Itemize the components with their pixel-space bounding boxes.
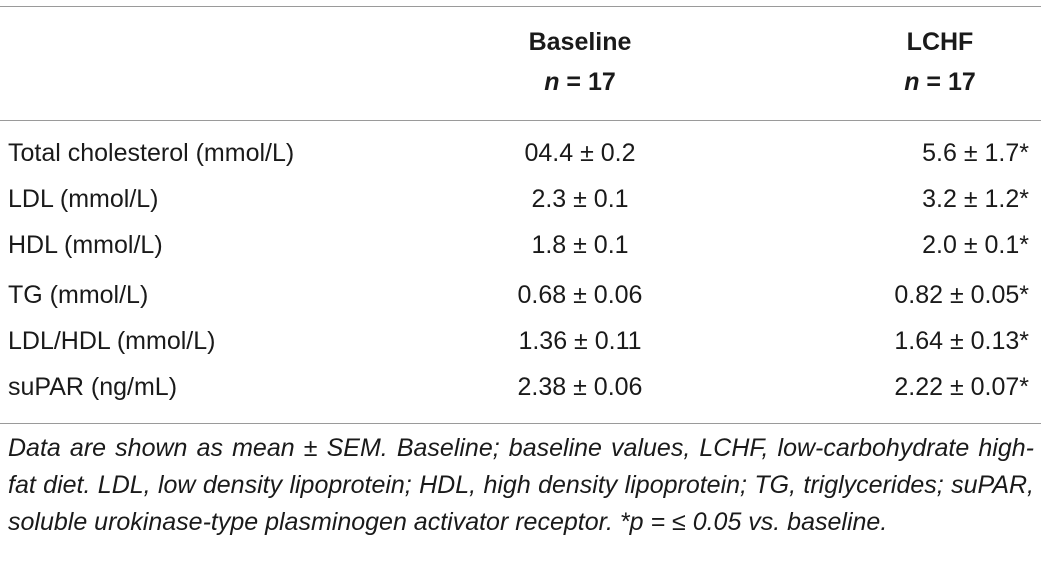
table-row [0, 176, 1041, 222]
baseline-value: 0.68 ± 0.06 [517, 281, 643, 309]
table-row [0, 222, 1041, 268]
baseline-value: 1.36 ± 0.11 [518, 327, 642, 355]
table-bottom-rule [0, 423, 1041, 424]
lchf-value: 2.0 ± 0.1* [922, 231, 1029, 259]
baseline-value: 2.38 ± 0.06 [517, 373, 643, 401]
n-symbol: n [544, 68, 560, 96]
n-symbol: n [904, 68, 920, 96]
row-label: TG (mmol/L) [8, 281, 149, 309]
column-title-lchf: LCHF [906, 28, 974, 56]
n-count: = 17 [559, 68, 616, 96]
lchf-value: 0.82 ± 0.05* [894, 281, 1029, 309]
table-footnote: Data are shown as mean ± SEM. Baseline; baseline values, LCHF, low-carbohydrate high-fat diet. LDL, low density lipoprotein; HDL, high density lipoprotein; TG, triglycerides; suPAR, soluble urokinase-type plasminogen activator receptor. *p = ≤ 0.05 vs. baseline. [8, 434, 1034, 536]
table-row [0, 318, 1041, 364]
row-label: LDL/HDL (mmol/L) [8, 327, 216, 355]
column-n-lchf [840, 62, 1040, 102]
row-label: Total cholesterol (mmol/L) [8, 139, 295, 167]
row-label: suPAR (ng/mL) [8, 373, 178, 401]
header-divider-rule [0, 120, 1041, 121]
row-label: HDL (mmol/L) [8, 231, 163, 259]
lchf-value: 3.2 ± 1.2* [922, 185, 1029, 213]
column-n-baseline [480, 62, 680, 102]
table-top-rule [0, 6, 1041, 7]
table-row [0, 364, 1041, 410]
n-count: = 17 [919, 68, 976, 96]
baseline-value: 2.3 ± 0.1 [531, 185, 629, 213]
table-row [0, 130, 1041, 176]
column-header-lchf [840, 22, 1040, 102]
column-header-baseline [480, 22, 680, 102]
baseline-value: 1.8 ± 0.1 [531, 231, 629, 259]
lchf-value: 5.6 ± 1.7* [922, 139, 1029, 167]
column-title-baseline: Baseline [528, 28, 632, 56]
row-label: LDL (mmol/L) [8, 185, 159, 213]
table-row [0, 272, 1041, 318]
lchf-value: 1.64 ± 0.13* [894, 327, 1029, 355]
lchf-value: 2.22 ± 0.07* [894, 373, 1029, 401]
baseline-value: 04.4 ± 0.2 [524, 139, 636, 167]
